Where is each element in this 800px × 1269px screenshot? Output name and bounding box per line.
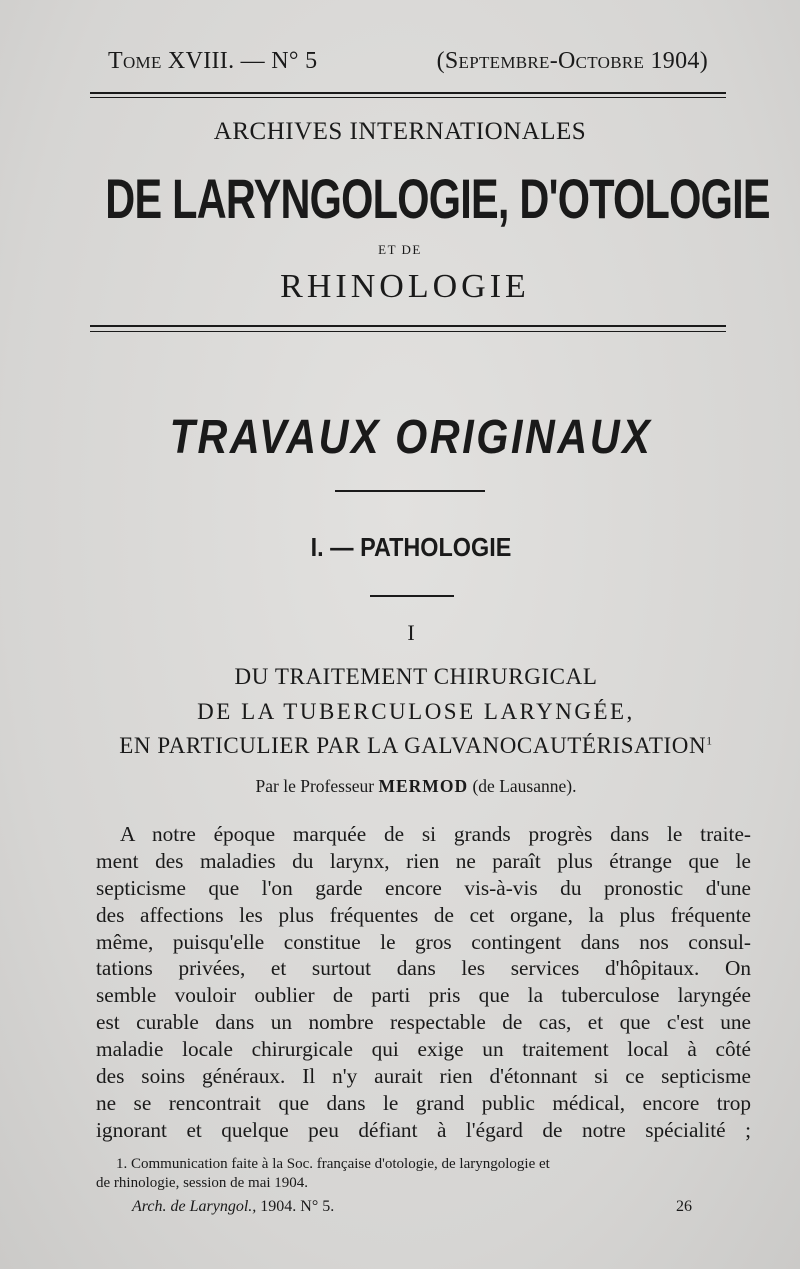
article-title-line: DE LA TUBERCULOSE LARYNGÉE,	[197, 699, 635, 724]
subsection-divider	[370, 595, 454, 597]
journal-title-sub: RHINOLOGIE	[280, 268, 530, 305]
body-line: ignorant et quelque peu défiant à l'égard de notre spécialité ;	[96, 1117, 751, 1142]
article-number: I	[407, 620, 415, 645]
masthead-rule-thin	[90, 331, 726, 332]
page-footer	[132, 1198, 692, 1216]
footnote-marker: 1	[706, 733, 713, 748]
body-line: ment des maladies du larynx, rien ne paraît plus étrange que le	[96, 848, 751, 873]
signature-year: 1904. N° 5.	[260, 1198, 335, 1215]
article-title-text: EN PARTICULIER PAR LA GALVANOCAUTÉRISATION	[119, 733, 707, 758]
journal-signature: Arch. de Laryngol.,	[132, 1198, 257, 1215]
byline-suffix: (de Lausanne).	[472, 776, 577, 796]
header-rule-thin	[90, 97, 726, 98]
article-title-line	[0, 733, 800, 759]
journal-title-et-de: ET DE	[378, 242, 422, 257]
body-line: maladie locale chirurgicale qui exige un traitement local à côté	[96, 1037, 751, 1062]
body-line: ne se rencontrait que dans le grand public médical, encore trop	[96, 1090, 751, 1115]
body-line: des affections les plus fréquentes de cet organe, la plus fréquente	[96, 902, 751, 927]
subsection-title: I. — PATHOLOGIE	[310, 532, 512, 562]
author-name: MERMOD	[378, 776, 469, 796]
byline-prefix: Par le Professeur	[255, 776, 375, 796]
body-line: septicisme que l'on garde encore vis-à-vis du pronostic d'une	[96, 875, 751, 900]
volume-number: Tome XVIII. — N° 5	[108, 48, 318, 74]
masthead-rule-thick	[90, 325, 726, 327]
body-line: tations privées, et surtout dans les services d'hôpitaux. On	[96, 956, 751, 981]
article-body	[96, 821, 751, 1144]
journal-title-main: DE LARYNGOLOGIE, D'OTOLOGIE	[105, 167, 770, 230]
body-line: des soins généraux. Il n'y aurait rien d'étonnant si ce septicisme	[96, 1064, 751, 1089]
page-number: 26	[676, 1198, 692, 1215]
footnote	[96, 1155, 756, 1193]
byline	[0, 776, 800, 797]
footnote-line: de rhinologie, session de mai 1904.	[96, 1175, 309, 1191]
body-line: A notre époque marquée de si grands progrès dans le traite-	[120, 822, 751, 846]
article-title-line: DU TRAITEMENT CHIRURGICAL	[234, 664, 598, 689]
footnote-line: 1. Communication faite à la Soc. française d'otologie, de laryngologie et	[116, 1156, 550, 1172]
issue-date: (Septembre-Octobre 1904)	[436, 48, 708, 74]
section-divider	[335, 490, 485, 492]
header-rule-thick	[90, 92, 726, 94]
body-line: même, puisqu'elle constitue le gros contingent dans nos consul-	[96, 929, 751, 954]
body-line: semble vouloir oublier de parti pris que la tuberculose laryngée	[96, 983, 751, 1008]
section-title: TRAVAUX ORIGINAUX	[169, 411, 653, 464]
body-line: est curable dans un nombre respectable de cas, et que c'est une	[96, 1010, 751, 1035]
journal-title-top: ARCHIVES INTERNATIONALES	[213, 118, 587, 145]
